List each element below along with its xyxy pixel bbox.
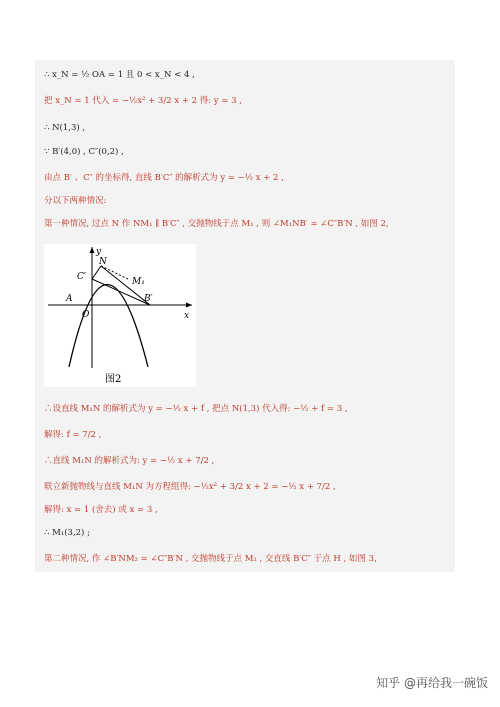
text-line-5: 由点 B′ 、C″ 的坐标得, 直线 B′C″ 的解析式为 y = −½ x + 2 ,: [44, 173, 284, 183]
parabola-diagram: [44, 244, 196, 387]
text-line-13: ∴ M₁(3,2) ;: [44, 528, 90, 538]
label-y: y: [96, 247, 102, 257]
label-x: x: [184, 311, 190, 321]
text-line-4: ∵ B′(4,0) , C″(0,2) ,: [44, 147, 124, 157]
label-o: O: [82, 310, 90, 320]
label-m1: M₁: [132, 277, 145, 287]
text-line-12: 解得: x = 1 (舍去) 或 x = 3 ,: [44, 505, 158, 515]
text-line-3: ∴ N(1,3) ,: [44, 123, 86, 133]
text-line-11: 联立新抛物线与直线 M₁N 为方程组得: −½x² + 3/2 x + 2 = −½ x + 7/2 ,: [44, 482, 336, 492]
label-a: A: [66, 294, 73, 304]
label-n: N: [99, 257, 107, 267]
figure-caption: 图2: [105, 374, 122, 385]
watermark: [376, 674, 488, 691]
label-c: C′: [77, 272, 86, 282]
line-c-n: [92, 266, 101, 279]
watermark-text: 知乎 @再给我一碗饭: [376, 676, 488, 690]
document-page: [35, 60, 455, 572]
x-axis-arrow: [186, 303, 192, 308]
text-line-8: ∴设直线 M₁N 的解析式为 y = −½ x + f , 把点 N(1,3) 代入得: −½ + f = 3 ,: [44, 404, 348, 414]
label-b: B′: [144, 294, 153, 304]
text-line-14: 第二种情况, 作 ∠B′NM₂ = ∠C″B′N , 交抛物线于点 M₂ , 交直线 B′C″ 于点 H , 如图 3,: [44, 554, 377, 564]
text-line-1: ∴ x_N = ½ OA = 1 且 0 < x_N < 4 ,: [44, 70, 195, 80]
text-line-6: 分以下两种情况:: [44, 196, 107, 206]
figure-2: [44, 244, 196, 387]
parabola-curve: [69, 285, 148, 368]
text-line-2: 把 x_N = 1 代入 = −½x² + 3/2 x + 2 得: y = 3 ,: [44, 96, 242, 106]
text-line-9: 解得: f = 7/2 ,: [44, 430, 102, 440]
text-line-7: 第一种情况, 过点 N 作 NM₁ ∥ B′C″ , 交抛物线于点 M₁ , 则 ∠M₁NB′ = ∠C″B′N , 如图 2,: [44, 219, 389, 229]
text-line-10: ∴直线 M₁N 的解析式为: y = −½ x + 7/2 ,: [44, 456, 215, 466]
y-axis-arrow: [90, 247, 95, 253]
